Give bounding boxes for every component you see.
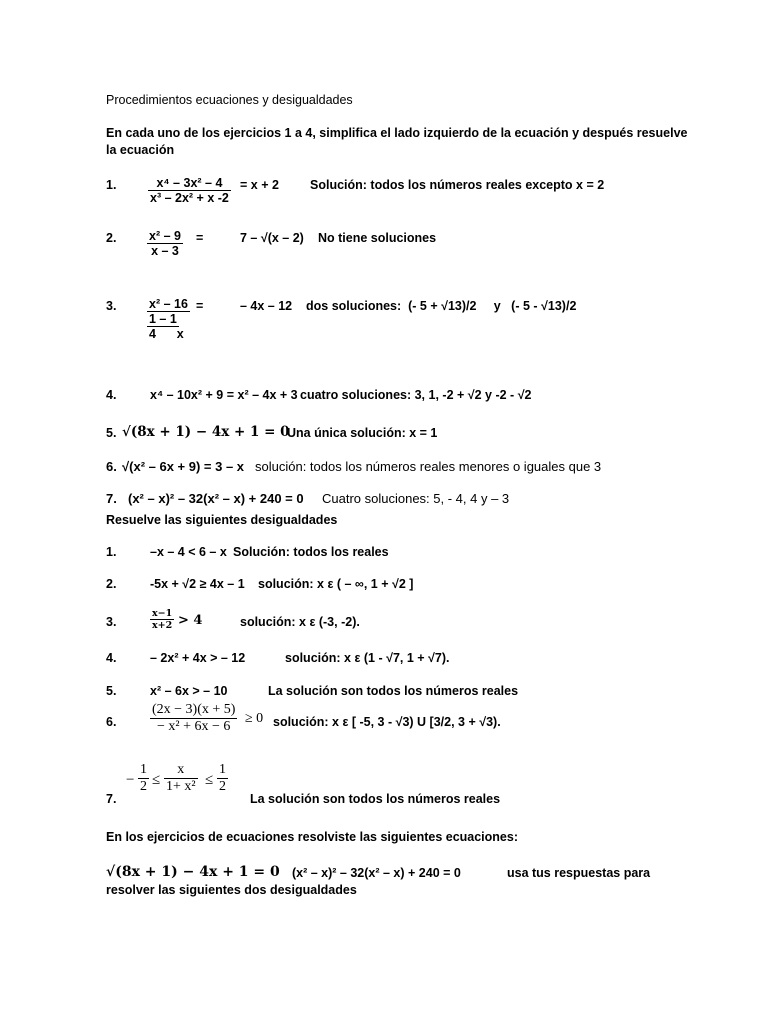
ineq6-number: 6. bbox=[106, 715, 117, 729]
eq2-rhs: 7 – √(x – 2) bbox=[240, 231, 304, 245]
ineq6-relation: ≥ 0 bbox=[245, 711, 264, 726]
eq7-number: 7. bbox=[106, 491, 117, 506]
eq1-rhs: = x + 2 bbox=[240, 178, 279, 192]
closing-line-2: resolver las siguientes dos desigualdades bbox=[106, 883, 357, 897]
ineq4-expression: – 2x² + 4x > – 12 bbox=[150, 651, 246, 665]
ineq3-denominator: x+2 bbox=[152, 620, 173, 631]
eq3-solution bbox=[306, 299, 576, 313]
ineq7-fraction-3 bbox=[217, 762, 228, 795]
ineq2-solution: solución: x ε ( – ∞, 1 + √2 ] bbox=[258, 577, 414, 591]
ineq5-number: 5. bbox=[106, 684, 117, 698]
eq2-solution: No tiene soluciones bbox=[318, 231, 437, 245]
eq3-numerator: x² – 16 bbox=[149, 297, 188, 311]
eq5-number: 5. bbox=[106, 426, 117, 440]
ineq3-relation: > 4 bbox=[178, 613, 203, 628]
ineq3-solution: solución: x ε (-3, -2). bbox=[240, 615, 360, 629]
eq1-solution: Solución: todos los números reales excepto x = 2 bbox=[310, 178, 605, 192]
eq2-number: 2. bbox=[106, 231, 117, 245]
ineq7-f3-bottom: 2 bbox=[219, 779, 226, 794]
eq2-denominator: x – 3 bbox=[151, 244, 179, 258]
ineq7-fraction-2 bbox=[164, 762, 198, 795]
ineq7-f1-bottom: 2 bbox=[140, 779, 147, 794]
ineq1-number: 1. bbox=[106, 545, 117, 559]
ineq7-f2-top: x bbox=[164, 762, 198, 779]
ineq6-solution: solución: x ε [ -5, 3 - √3) U [3/2, 3 + √3). bbox=[273, 715, 501, 729]
eq3-equals: = bbox=[196, 299, 204, 313]
eq2-equals: = bbox=[196, 231, 204, 245]
ineq7-solution: La solución son todos los números reales bbox=[250, 792, 501, 806]
ineq5-solution: La solución son todos los números reales bbox=[268, 684, 519, 698]
eq7-solution: Cuatro soluciones: 5, - 4, 4 y – 3 bbox=[322, 491, 510, 506]
ineq1-solution: Solución: todos los reales bbox=[233, 545, 389, 559]
eq1-fraction bbox=[148, 176, 231, 205]
eq3-number: 3. bbox=[106, 299, 117, 313]
eq6-number: 6. bbox=[106, 459, 117, 474]
closing-equation-1: √(8x + 1) − 4x + 1 = 0 bbox=[106, 864, 280, 880]
eq1-number: 1. bbox=[106, 178, 117, 192]
ineq7-f1-top: 1 bbox=[140, 762, 147, 777]
ineq3-fraction bbox=[150, 608, 174, 631]
eq1-numerator: x⁴ – 3x² – 4 bbox=[148, 176, 231, 191]
eq4-solution: cuatro soluciones: 3, 1, -2 + √2 y -2 - √2 bbox=[300, 388, 532, 402]
eq3-fraction bbox=[147, 297, 190, 341]
eq3-sub-fraction-top: 1 – 1 bbox=[149, 312, 177, 326]
ineq1-expression: –x – 4 < 6 – x bbox=[150, 545, 227, 559]
eq3-rhs: – 4x – 12 bbox=[240, 299, 293, 313]
eq2-fraction bbox=[147, 229, 183, 258]
ineq7-number: 7. bbox=[106, 792, 117, 806]
ineq7-f2-bottom: 1+ x² bbox=[166, 779, 196, 794]
eq6-expression: √(x² – 6x + 9) = 3 – x bbox=[122, 459, 245, 474]
ineq4-number: 4. bbox=[106, 651, 117, 665]
eq3-sub-fraction-bottom: 4 x bbox=[149, 327, 184, 341]
ineq5-expression: x² – 6x > – 10 bbox=[150, 684, 228, 698]
ineq6-denominator: − x² + 6x − 6 bbox=[157, 719, 231, 734]
closing-tail: usa tus respuestas para bbox=[507, 866, 651, 880]
ineq3-number: 3. bbox=[106, 615, 117, 629]
inequalities-heading: Resuelve las siguientes desigualdades bbox=[106, 513, 338, 527]
ineq6-fraction bbox=[150, 702, 237, 735]
eq4-expression: x⁴ – 10x² + 9 = x² – 4x + 3 bbox=[150, 388, 298, 402]
ineq2-expression: -5x + √2 ≥ 4x – 1 bbox=[150, 577, 245, 591]
closing-equation-2: (x² – x)² – 32(x² – x) + 240 = 0 bbox=[292, 866, 461, 880]
closing-text: En los ejercicios de ecuaciones resolviste las siguientes ecuaciones: bbox=[106, 830, 518, 844]
eq1-denominator: x³ – 2x² + x -2 bbox=[150, 191, 229, 205]
eq6-solution: solución: todos los números reales menores o iguales que 3 bbox=[255, 459, 602, 474]
instruction-line-1: En cada uno de los ejercicios 1 a 4, simplifica el lado izquierdo de la ecuación y después resuelve bbox=[106, 126, 688, 140]
ineq3-numerator: x−1 bbox=[152, 608, 173, 619]
ineq7-f3-top: 1 bbox=[219, 762, 226, 777]
ineq7-fraction-1 bbox=[138, 762, 149, 795]
instruction-line-2: la ecuación bbox=[106, 143, 175, 157]
eq7-expression: (x² – x)² – 32(x² – x) + 240 = 0 bbox=[128, 491, 304, 506]
ineq7-le-2: ≤ bbox=[205, 772, 214, 788]
eq5-solution: Una única solución: x = 1 bbox=[287, 426, 438, 440]
ineq7-le-1: ≤ bbox=[152, 772, 161, 788]
ineq4-solution: solución: x ε (1 - √7, 1 + √7). bbox=[285, 651, 450, 665]
page-title: Procedimientos ecuaciones y desigualdades bbox=[106, 93, 353, 107]
ineq2-number: 2. bbox=[106, 577, 117, 591]
eq3-solution-text: dos soluciones: (- 5 + √13)/2 y (- 5 - √13)/2 bbox=[306, 299, 577, 313]
ineq6-numerator: (2x − 3)(x + 5) bbox=[152, 702, 236, 717]
eq5-expression: √(8x + 1) − 4x + 1 = 0 bbox=[122, 424, 290, 440]
eq2-numerator: x² – 9 bbox=[149, 229, 181, 243]
ineq7-minus: − bbox=[126, 772, 135, 788]
eq4-number: 4. bbox=[106, 388, 117, 402]
